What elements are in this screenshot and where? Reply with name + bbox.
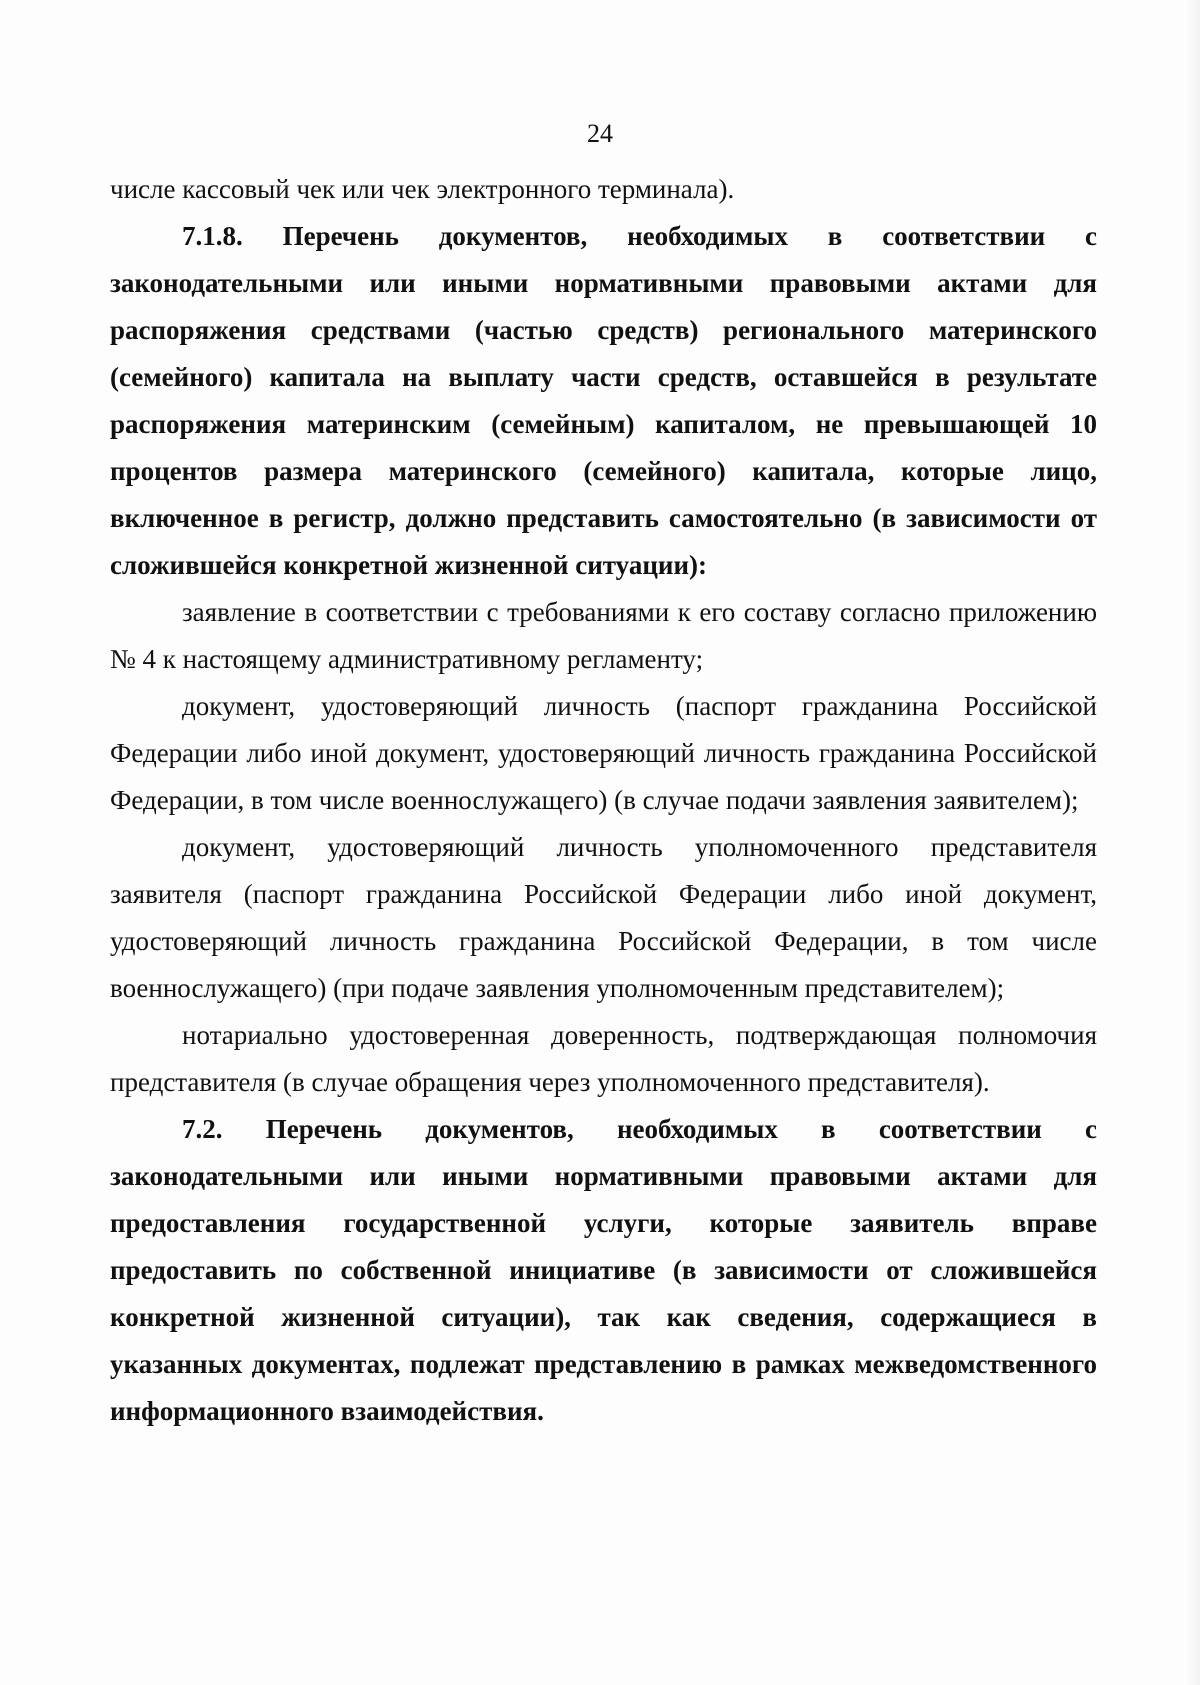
list-item-representative-identity: документ, удостоверяющий личность уполномоченного представителя заявителя (паспорт гражданина Российской Федерации либо иной документ, удостоверяющий личность гражданина Российской Федерации, в том числе военнослужащего) (при подаче заявления уполномоченным представителем); (110, 832, 1097, 1003)
list-item-identity-document: документ, удостоверяющий личность (паспорт гражданина Российской Федерации либо иной документ, удостоверяющий личность гражданина Российской Федерации, в том числе военнослужащего) (в случае подачи заявления заявителем); (110, 691, 1097, 815)
section-heading-7-1-8: 7.1.8. Перечень документов, необходимых в соответствии с законодательными или иными нормативными правовыми актами для распоряжения средствами (частью средств) регионального материнского (семейного) капитала на выплату части средств, оставшейся в результате распоряжения материнским (семейным) капиталом, не превышающей 10 процентов размера материнского (семейного) капитала, которые лицо, включенное в регистр, должно представить самостоятельно (в зависимости от сложившейся конкретной жизненной ситуации): (110, 221, 1097, 580)
list-item-application: заявление в соответствии с требованиями к его составу согласно приложению № 4 к настоящему административному регламенту; (110, 597, 1097, 674)
page-body (110, 166, 1097, 1435)
section-heading-7-2: 7.2. Перечень документов, необходимых в соответствии с законодательными или иными нормативными правовыми актами для предоставления государственной услуги, которые заявитель вправе предоставить по собственной инициативе (в зависимости от сложившейся конкретной жизненной ситуации), так как сведения, содержащиеся в указанных документах, подлежат представлению в рамках межведомственного информационного взаимодействия. (110, 1114, 1097, 1426)
scan-edge-shadow (1186, 0, 1200, 1685)
list-item-power-of-attorney: нотариально удостоверенная доверенность, подтверждающая полномочия представителя (в случае обращения через уполномоченного представителя). (110, 1020, 1097, 1097)
paragraph-continuation: числе кассовый чек или чек электронного терминала). (110, 174, 735, 204)
page-number: 24 (587, 119, 613, 148)
